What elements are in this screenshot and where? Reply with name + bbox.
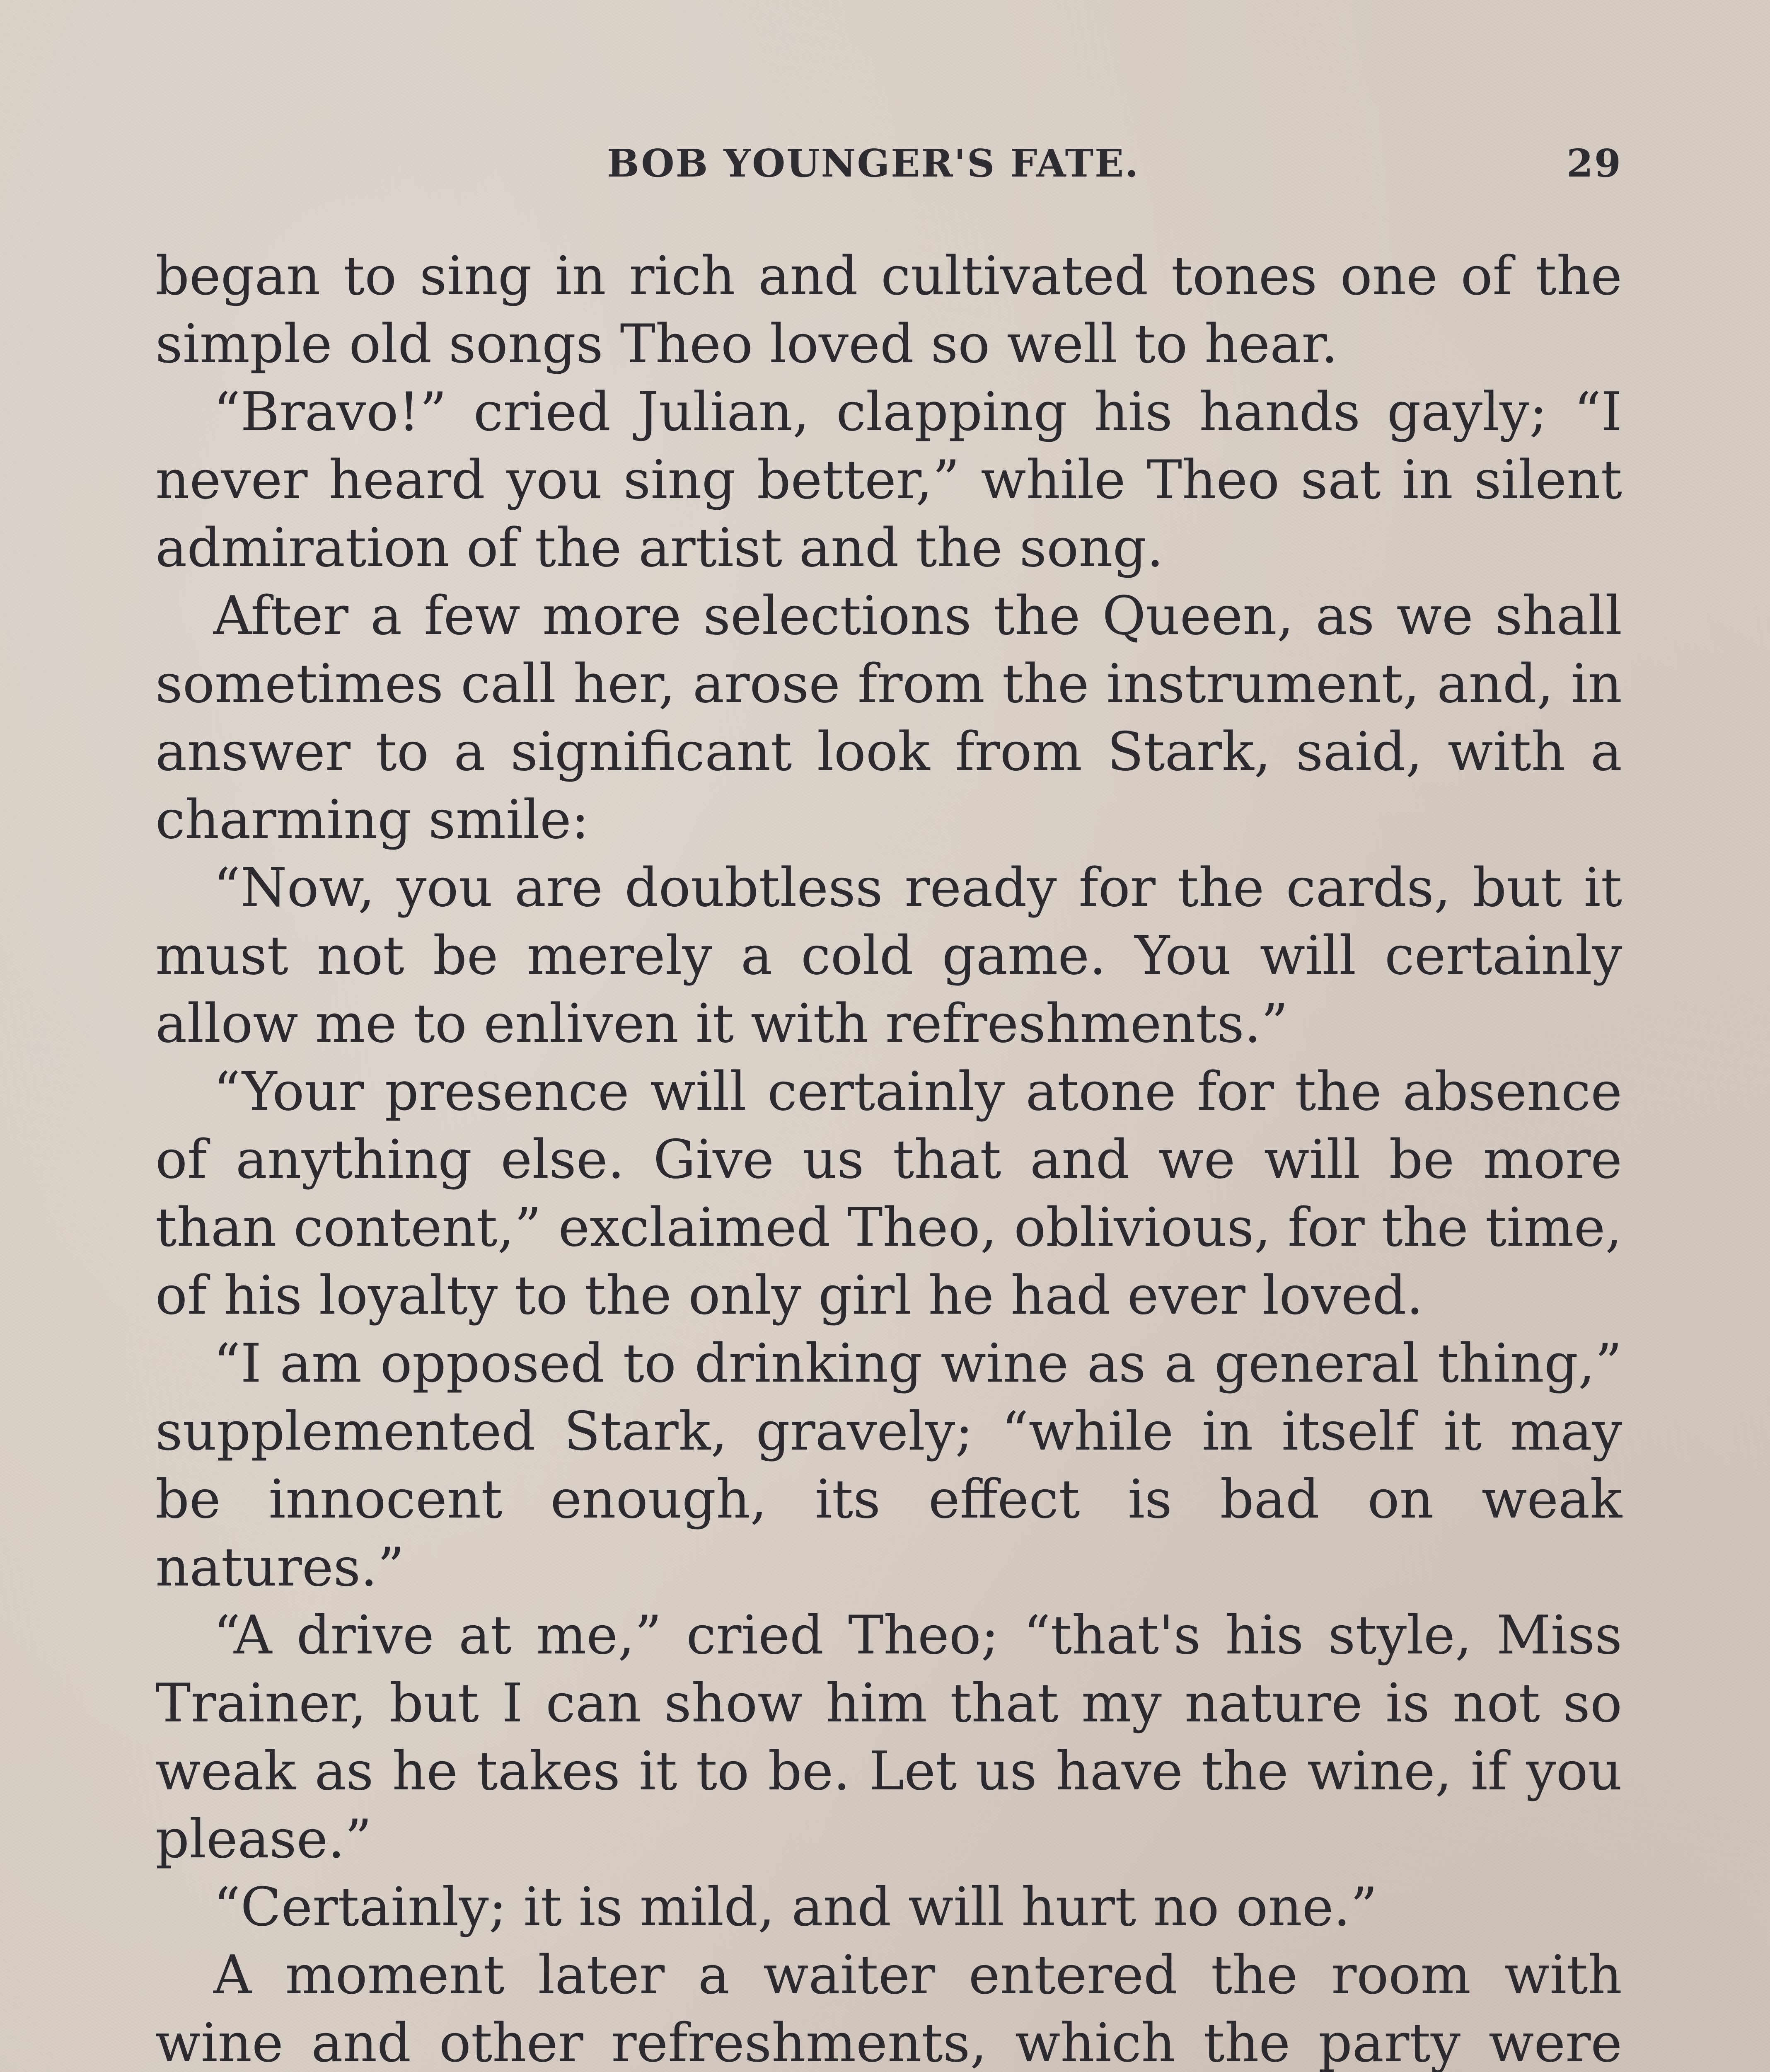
paragraph: After a few more selections the Queen, as we shall sometimes call her, arose from the instrument, and, in answer to a significant look from Stark, said, with a charming smile: xyxy=(155,582,1622,854)
paragraph: “Now, you are doubtless ready for the cards, but it must not be merely a cold game. You will certainly allow me to enliven it with refreshments.” xyxy=(155,854,1622,1058)
paragraph: began to sing in rich and cultivated tones one of the simple old songs Theo loved so well to hear. xyxy=(155,242,1622,378)
page-number: 29 xyxy=(1567,141,1622,186)
running-title: BOB YOUNGER'S FATE. xyxy=(607,141,1139,186)
paragraph: A moment later a waiter entered the room with wine and other refreshments, which the party were xyxy=(155,1941,1622,2072)
paragraph: “I am opposed to drinking wine as a general thing,” supplemented Stark, gravely; “while in itself it may be innocent enough, its effect is bad on weak natures.” xyxy=(155,1330,1622,1602)
paragraph: “Certainly; it is mild, and will hurt no one.” xyxy=(155,1874,1622,1941)
paragraph: “Your presence will certainly atone for the absence of anything else. Give us that and we will be more than content,” exclaimed Theo, oblivious, for the time, of his loyalty to the only girl he had ever loved. xyxy=(155,1058,1622,1330)
paragraph: “A drive at me,” cried Theo; “that's his style, Miss Trainer, but I can show him that my nature is not so weak as he takes it to be. Let us have the wine, if you please.” xyxy=(155,1602,1622,1874)
paragraph: “Bravo!” cried Julian, clapping his hands gayly; “I never heard you sing better,” while Theo sat in silent admiration of the artist and the song. xyxy=(155,378,1622,582)
